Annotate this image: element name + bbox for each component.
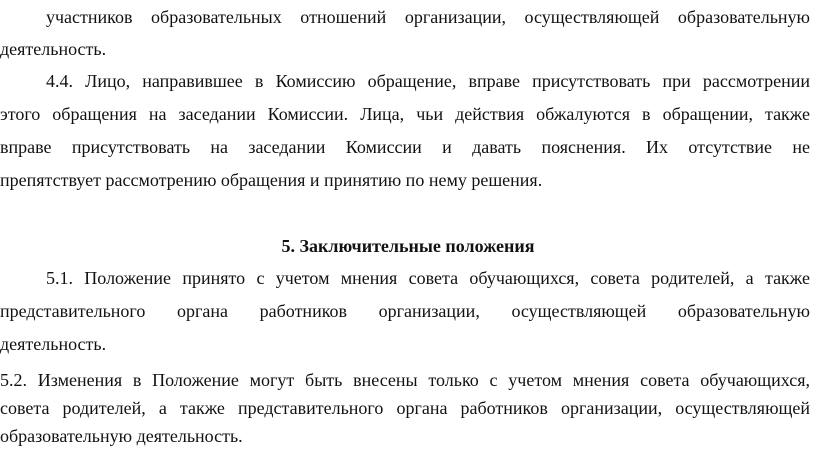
paragraph-5-1-line-3: деятельность.	[0, 334, 107, 354]
paragraph-5-1-line-1: 5.1. Положение принято с учетом мнения совета обучающихся, совета родителей, а также	[46, 268, 810, 288]
paragraph-4-4-line-4: препятствует рассмотрению обращения и принятию по нему решения.	[0, 170, 543, 190]
paragraph-5-2-line-1: 5.2. Изменения в Положение могут быть внесены только с учетом мнения совета обучающихся,	[0, 370, 810, 390]
paragraph-5-1-line-2: представительного органа работников организации, осуществляющей образовательную	[0, 301, 810, 321]
paragraph-1-line-1: участников образовательных отношений организации, осуществляющей образовательную	[46, 7, 810, 27]
paragraph-5-2-line-2: совета родителей, а также представительного органа работников организации, осуществляющей	[0, 398, 810, 418]
paragraph-5-2-line-3: образовательную деятельность.	[0, 426, 243, 446]
paragraph-1-line-2: деятельность.	[0, 39, 107, 59]
section-heading: 5. Заключительные положения	[281, 236, 535, 256]
paragraph-4-4-line-3: вправе присутствовать на заседании Комиссии и давать пояснения. Их отсутствие не	[0, 137, 810, 157]
paragraph-4-4-line-1: 4.4. Лицо, направившее в Комиссию обращение, вправе присутствовать при рассмотрении	[46, 71, 810, 91]
paragraph-4-4-line-2: этого обращения на заседании Комиссии. Лица, чьи действия обжалуются в обращении, также	[0, 104, 810, 124]
